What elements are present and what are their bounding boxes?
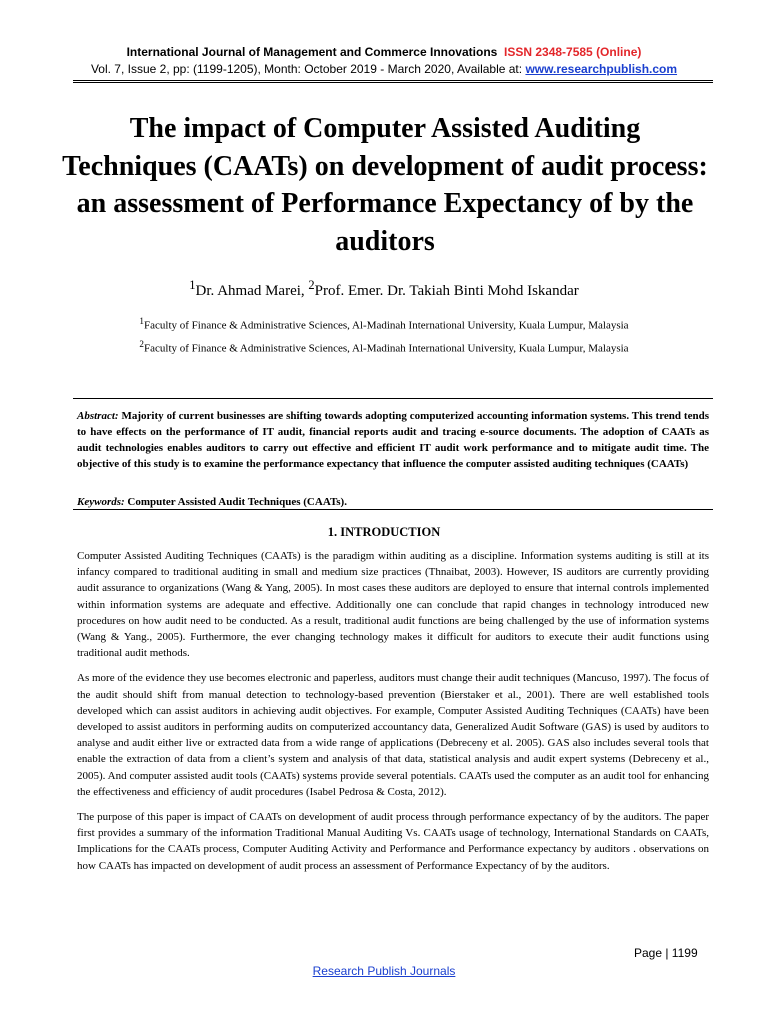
- journal-header: [0, 44, 768, 60]
- header-rule-bottom: [73, 82, 713, 83]
- affiliation-1-sup: 1: [139, 316, 144, 326]
- paragraph-2: As more of the evidence they use becomes electronic and paperless, auditors must change their audit techniques (Mancuso, 1997). The focus of the audit should shift from manual detection to technology-based prevention (Bierstaker et al., 2001). There are well established tools developed which can assist auditors in achieving audit objectives. For example, Computer Assisted Auditing Techniques (CAATs) have been developed to assist auditors in performing audits on computerized accountancy data, Generalized Audit Software (GAS) is used by auditors to analyse and audit either live or extracted data from a wide range of applications (Debreceny et al. 2005). GAS also includes several tools that enable the extraction of data from a client’s system and analysis of that data, statistical analysis and audit expert systems (Debreceny et al., 2005). And computer assisted audit tools (CAATs) systems provide several potentials. CAATs used the computer as an audit tool for enhancing the effectiveness and efficiency of audit procedures (Isabel Pedrosa & Costa, 2012).: [77, 672, 709, 798]
- abstract-label: Abstract:: [77, 410, 119, 422]
- author-1: Dr. Ahmad Marei,: [195, 283, 309, 299]
- keywords-text: Computer Assisted Audit Techniques (CAATs).: [127, 496, 347, 508]
- affiliation-2-text: Faculty of Finance & Administrative Sciences, Al-Madinah International University, Kuala Lumpur, Malaysia: [144, 342, 629, 355]
- page-number: Page | 1199: [634, 946, 698, 960]
- volume-info: Vol. 7, Issue 2, pp: (1199-1205), Month: October 2019 - March 2020, Available at:: [90, 62, 526, 76]
- website-link[interactable]: www.researchpublish.com: [525, 62, 678, 76]
- abstract: [77, 408, 709, 472]
- author-2: Prof. Emer. Dr. Takiah Binti Mohd Iskandar: [314, 283, 579, 299]
- section-heading: 1. INTRODUCTION: [327, 525, 441, 539]
- body-text: [77, 548, 709, 883]
- abstract-bottom-rule: [73, 509, 713, 510]
- paragraph-3: The purpose of this paper is impact of CAATs on development of audit process through performance expectancy of by the auditors. The paper first provides a summary of the information Traditional Manual Auditing Vs. CAATs usage of technology, International Standards on CAATs, Implications for the CAATs process, Computer Auditing Activity and Performance and Performance expectancy by auditors . observations on how CAATs has impacted on development of audit process an assessment of Performance Expectancy of by the auditors.: [77, 811, 709, 872]
- issn: ISSN 2348-7585 (Online): [504, 45, 642, 59]
- affiliation-2: [0, 339, 768, 355]
- abstract-top-rule: [73, 398, 713, 399]
- affiliation-2-sup: 2: [139, 339, 144, 349]
- author2-sup: 2: [308, 278, 315, 292]
- journal-name: International Journal of Management and Commerce Innovations: [126, 45, 498, 59]
- author1-sup: 1: [189, 278, 196, 292]
- affiliation-1-text: Faculty of Finance & Administrative Sciences, Al-Madinah International University, Kuala Lumpur, Malaysia: [144, 319, 629, 332]
- header-rule-top: [73, 80, 713, 81]
- paragraph-1: Computer Assisted Auditing Techniques (CAATs) is the paradigm within auditing as a discipline. Information systems auditing is still at its infancy compared to traditional auditing in small and medium size practices (Thnaibat, 2003). However, IS auditors are currently providing audit assurance to organizations (Wang & Yang, 2005). In most cases these auditors are deployed to ensure that internal controls implemented within information systems are adequate and effective. Additionally one can conclude that rapid changes in technology introduced new procedures on how audit need to be conducted. As a result, traditional audit functions are being challenged by the use of information systems (Wang & Yang., 2005). Furthermore, the ever changing technology makes it difficult for auditors to execute their audit functions using traditional audit methods.: [77, 550, 709, 660]
- paper-title: The impact of Computer Assisted Auditing Techniques (CAATs) on development of audit process: an assessment of Performance Expectancy of by the auditors: [62, 113, 708, 257]
- keywords: [77, 496, 709, 508]
- publisher-link[interactable]: Research Publish Journals: [312, 964, 456, 978]
- volume-line: [0, 61, 768, 77]
- affiliation-1: [0, 316, 768, 332]
- keywords-label: Keywords:: [77, 496, 125, 508]
- authors-line: [0, 278, 768, 300]
- abstract-text: Majority of current businesses are shifting towards adopting computerized accounting information systems. This trend tends to have effects on the performance of IT audit, financial reports audit and tracing e-source documents. The adoption of CAATs as audit technologies enables auditors to carry out effective and efficient IT audit work performance and to mitigate audit time. The objective of this study is to examine the performance expectancy that influence the computer assisted auditing techniques (CAATs): [77, 410, 709, 470]
